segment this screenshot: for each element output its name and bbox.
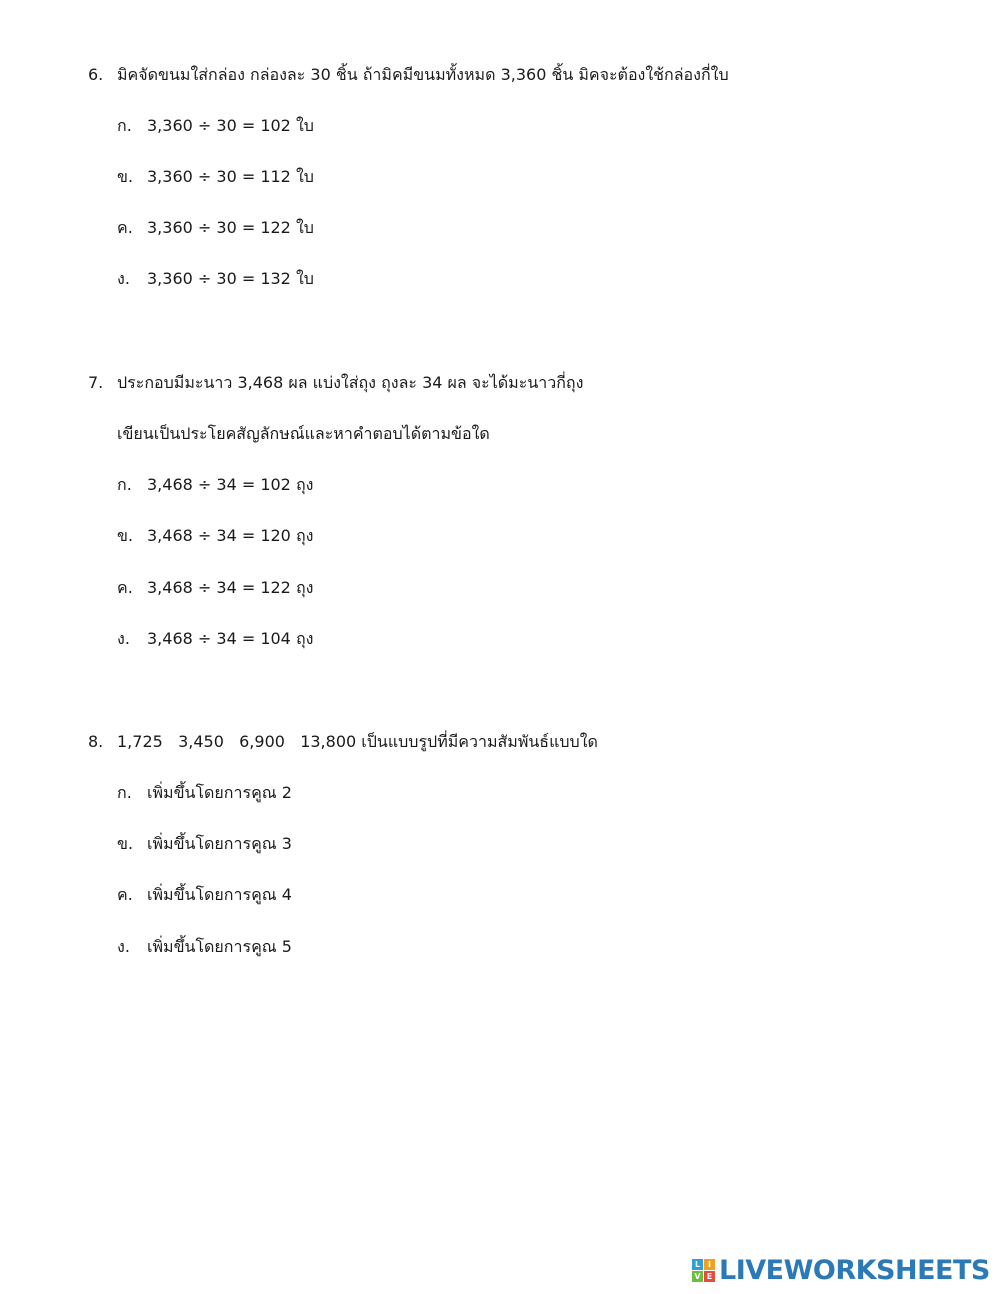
logo-text: LIVEWORKSHEETS bbox=[719, 1254, 990, 1286]
option-text: 3,360 ÷ 30 = 112 ใบ bbox=[147, 167, 314, 186]
option-text: 3,468 ÷ 34 = 120 ถุง bbox=[147, 526, 314, 545]
option-label: ค. bbox=[117, 885, 133, 904]
option-text: เพิ่มขึ้นโดยการคูณ 5 bbox=[147, 937, 292, 956]
question-text: มิคจัดขนมใส่กล่อง กล่องละ 30 ชิ้น ถ้ามิคมีขนมทั้งหมด 3,360 ชิ้น มิคจะต้องใช้กล่องกี่ใบ bbox=[117, 65, 729, 84]
option-label: ง. bbox=[117, 937, 130, 956]
option-label: ก. bbox=[117, 475, 132, 494]
option-label: ง. bbox=[117, 269, 130, 288]
question-text: ประกอบมีมะนาว 3,468 ผล แบ่งใส่ถุง ถุงละ 34 ผล จะได้มะนาวกี่ถุง bbox=[117, 373, 584, 392]
question-number: 6. bbox=[88, 65, 104, 84]
option-text: 3,468 ÷ 34 = 122 ถุง bbox=[147, 578, 314, 597]
logo-mark-letter: V bbox=[692, 1271, 703, 1282]
logo-mark-icon bbox=[692, 1259, 715, 1282]
logo-mark-letter: L bbox=[692, 1259, 703, 1270]
option-text: 3,360 ÷ 30 = 132 ใบ bbox=[147, 269, 314, 288]
option-text: เพิ่มขึ้นโดยการคูณ 4 bbox=[147, 885, 292, 904]
question-text: เขียนเป็นประโยคสัญลักษณ์และหาคำตอบได้ตามข้อใด bbox=[117, 424, 490, 443]
option-label: ข. bbox=[117, 834, 134, 853]
option-text: เพิ่มขึ้นโดยการคูณ 2 bbox=[147, 783, 292, 802]
option-label: ข. bbox=[117, 167, 134, 186]
option-text: 3,360 ÷ 30 = 102 ใบ bbox=[147, 116, 314, 135]
question-text: 1,725 3,450 6,900 13,800 เป็นแบบรูปที่มีความสัมพันธ์แบบใด bbox=[117, 732, 598, 751]
option-text: 3,360 ÷ 30 = 122 ใบ bbox=[147, 218, 314, 237]
option-label: ก. bbox=[117, 783, 132, 802]
option-label: ค. bbox=[117, 218, 133, 237]
option-label: ข. bbox=[117, 526, 134, 545]
option-label: ค. bbox=[117, 578, 133, 597]
option-text: เพิ่มขึ้นโดยการคูณ 3 bbox=[147, 834, 292, 853]
option-label: ก. bbox=[117, 116, 132, 135]
logo-mark-letter: I bbox=[704, 1259, 715, 1270]
option-text: 3,468 ÷ 34 = 102 ถุง bbox=[147, 475, 314, 494]
option-label: ง. bbox=[117, 629, 130, 648]
liveworksheets-logo bbox=[692, 1255, 990, 1285]
question-number: 7. bbox=[88, 373, 104, 392]
question-number: 8. bbox=[88, 732, 104, 751]
option-text: 3,468 ÷ 34 = 104 ถุง bbox=[147, 629, 314, 648]
logo-mark-letter: E bbox=[704, 1271, 715, 1282]
